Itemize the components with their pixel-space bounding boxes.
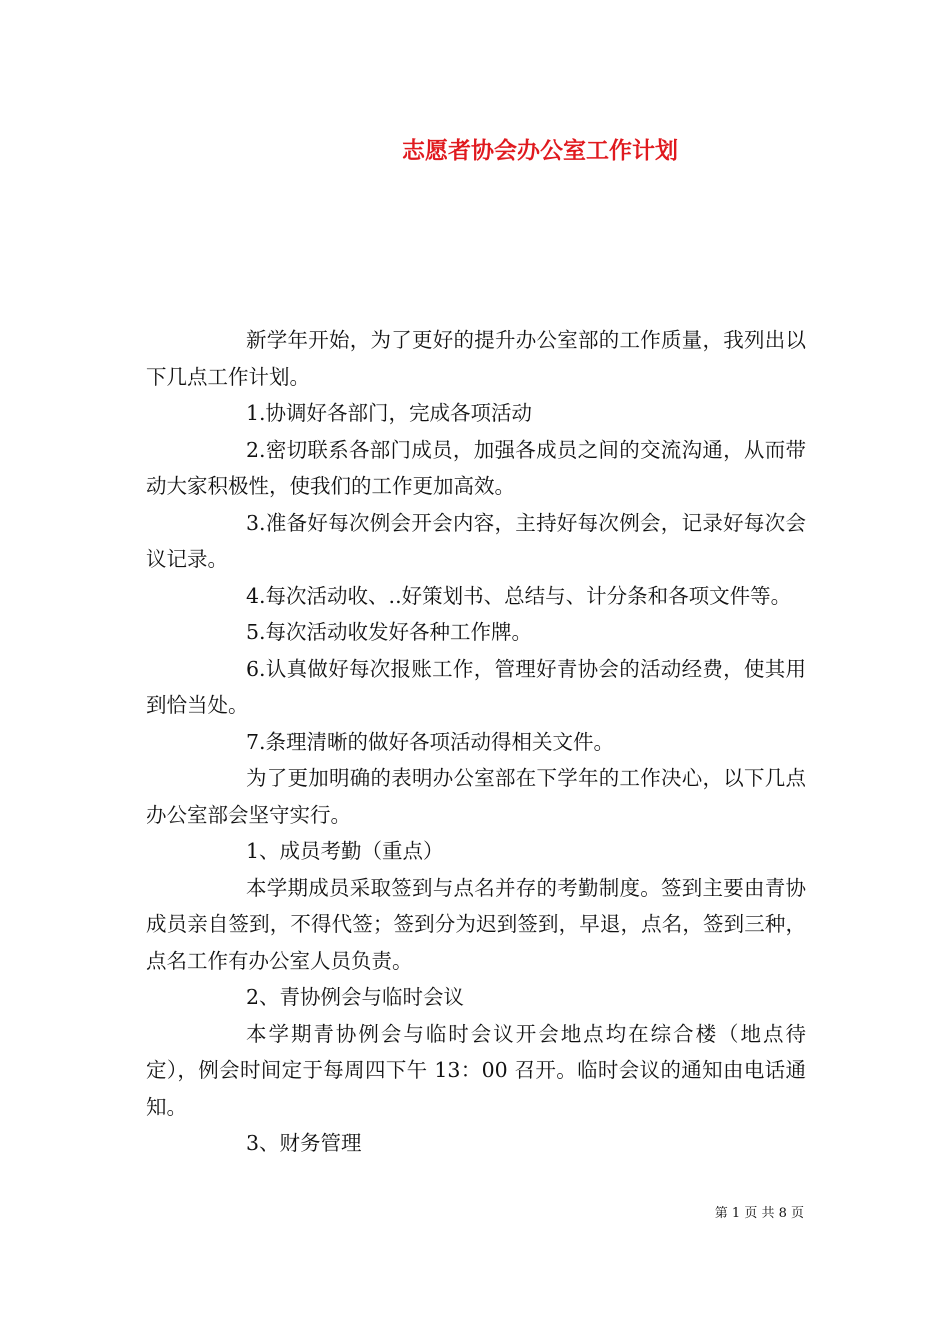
paragraph-item-4: 4.每次活动收、..好策划书、总结与、计分条和各项文件等。 [246, 583, 792, 608]
paragraph-attendance: 本学期成员采取签到与点名并存的考勤制度。签到主要由青协成员亲自签到，不得代签；签到分为迟到签到，早退，点名，签到三种，点名工作有办公室人员负责。 [146, 875, 806, 973]
paragraph-item-3: 3.准备好每次例会开会内容，主持好每次例会，记录好每次会议记录。 [146, 510, 806, 571]
section-heading-finance: 3、财务管理 [246, 1131, 362, 1155]
paragraph-meetings: 本学期青协例会与临时会议开会地点均在综合楼（地点待定），例会时间定于每周四下午 13：00 召开。临时会议的通知由电话通知。 [146, 1021, 806, 1119]
section-heading-meetings: 2、青协例会与临时会议 [246, 985, 465, 1009]
paragraph-item-5: 5.每次活动收发好各种工作牌。 [246, 620, 533, 644]
page-number-footer: 第 1 页 共 8 页 [714, 1206, 804, 1221]
paragraph-item-2: 2.密切联系各部门成员，加强各成员之间的交流沟通，从而带动大家积极性，使我们的工作更加高效。 [146, 437, 806, 498]
document-title: 志愿者协会办公室工作计划 [402, 137, 678, 164]
section-heading-attendance: 1、成员考勤（重点） [246, 839, 444, 863]
paragraph-item-1: 1.协调好各部门，完成各项活动 [246, 401, 533, 425]
paragraph-item-7: 7.条理清晰的做好各项活动得相关文件。 [246, 729, 615, 754]
paragraph-commitment: 为了更加明确的表明办公室部在下学年的工作决心，以下几点办公室部会坚守实行。 [146, 766, 806, 827]
document-body [146, 322, 806, 1162]
paragraph-intro: 新学年开始，为了更好的提升办公室部的工作质量，我列出以下几点工作计划。 [146, 328, 806, 389]
paragraph-item-6: 6.认真做好每次报账工作，管理好青协会的活动经费，使其用到恰当处。 [146, 656, 806, 717]
